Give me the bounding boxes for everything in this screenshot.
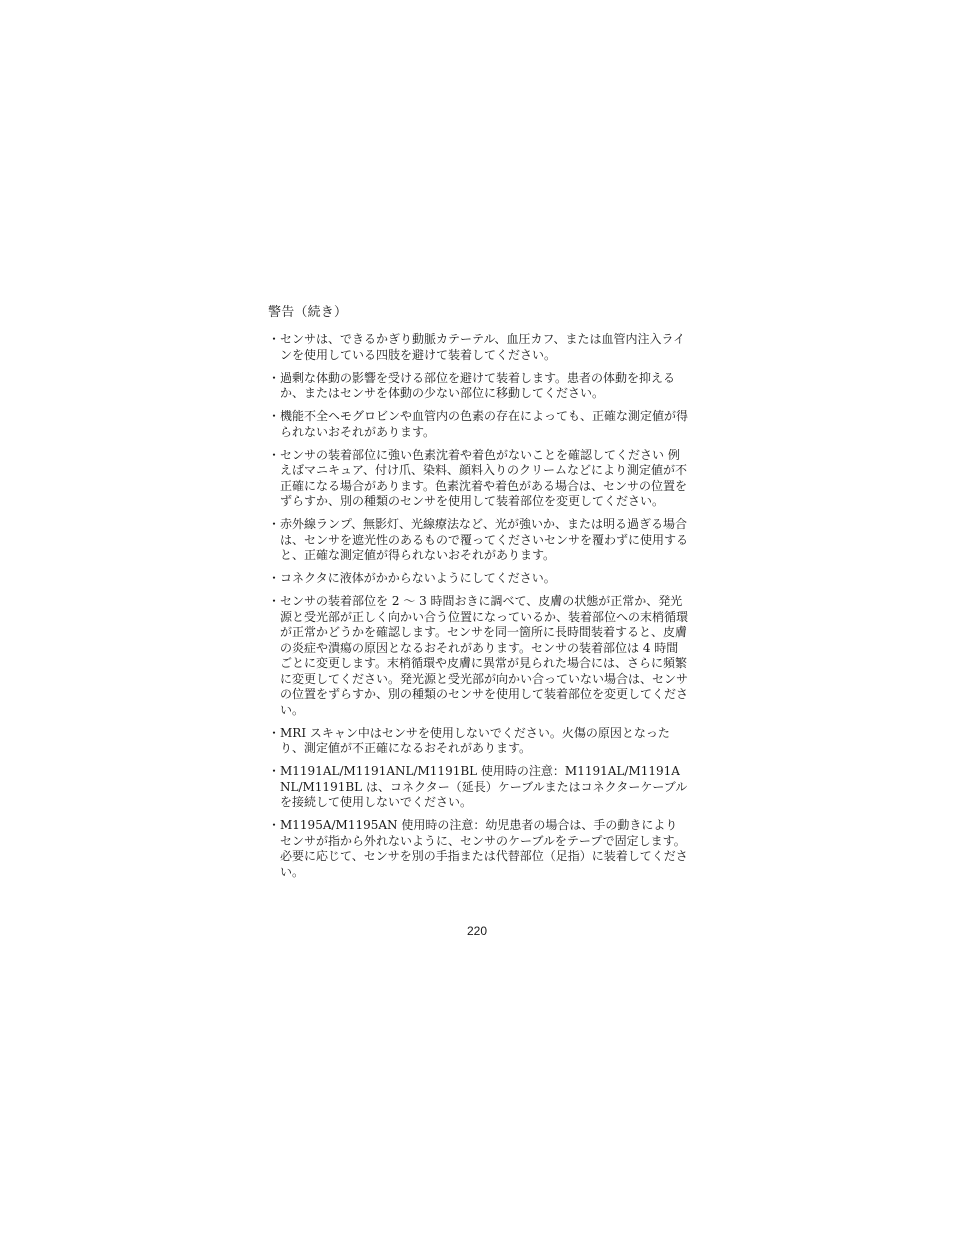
warning-text: 赤外線ランプ、無影灯、光線療法など、光が強いか、または明る過ぎる場合は、センサを遮光性のあるもので覆ってくださいセンサを覆わずに使用すると、正確な測定値が得られないおそれがあります。 (280, 517, 689, 562)
warning-item (268, 371, 688, 402)
bullet-icon: ・ (268, 818, 281, 832)
warning-text: MRI スキャン中はセンサを使用しないでください。火傷の原因となったり、測定値が不正確になるおそれがあります。 (280, 725, 670, 755)
warning-text: センサの装着部位を 2 〜 3 時間おきに調べて、皮膚の状態が正常か、発光源と受光部が正しく向かい合う位置になっているか、装着部位への末梢循環が正常かどうかを確認します。センサを同一箇所に長時間装着すると、皮膚の炎症や潰瘍の原因となるおそれがあります。センサの装着部位は 4 時間ごとに変更します。末梢循環や皮膚に異常が見られた場合には、さらに頻繁に変更してください。発光源と受光部が向かい合っていない場合は、センサの位置をずらすか、別の種類のセンサを使用して装着部位を変更してください。 (280, 594, 689, 717)
section-heading: 警告（続き） (268, 305, 348, 320)
bullet-icon: ・ (268, 517, 281, 531)
warning-list (268, 332, 688, 880)
page-number: 220 (466, 924, 488, 938)
warning-text: センサは、できるかぎり動脈カテーテル、血圧カフ、または血管内注入ラインを使用している四肢を避けて装着してください。 (280, 332, 686, 362)
warning-item (268, 726, 688, 757)
warning-item (268, 409, 688, 440)
warning-text: M1195A/M1195AN 使用時の注意：幼児患者の場合は、手の動きによりセンサが指から外れないように、センサのケーブルをテープで固定します。必要に応じて、センサを別の手指または代替部位（足指）に装着してください。 (280, 818, 688, 879)
bullet-icon: ・ (268, 764, 281, 778)
warning-text: コネクタに液体がかからないようにしてください。 (280, 571, 556, 585)
warning-item (268, 448, 688, 510)
warning-text: M1191AL/M1191ANL/M1191BL 使用時の注意：M1191AL/M1191ANL/M1191BL は、コネクター（延長）ケーブルまたはコネクターケーブルを接続して使用しないでください。 (280, 764, 688, 809)
warning-text: 過剰な体動の影響を受ける部位を避けて装着します。患者の体動を抑えるか、またはセンサを体動の少ない部位に移動してください。 (280, 370, 676, 400)
bullet-icon: ・ (268, 725, 281, 740)
bullet-icon: ・ (268, 409, 281, 423)
bullet-icon: ・ (268, 332, 281, 346)
warning-text: センサの装着部位に強い色素沈着や着色がないことを確認してください 例えばマニキュア、付け爪、染料、顔料入りのクリームなどにより測定値が不正確になる場合があります。色素沈着や着色がある場合は、センサの位置をずらすか、別の種類のセンサを使用して装着部位を変更してください。 (280, 447, 688, 508)
bullet-icon: ・ (268, 370, 281, 385)
warning-item (268, 764, 688, 811)
warning-item (268, 594, 688, 718)
warnings-section (268, 304, 688, 888)
warning-item (268, 517, 688, 564)
bullet-icon: ・ (268, 594, 281, 608)
bullet-icon: ・ (268, 571, 281, 585)
warning-item (268, 571, 688, 587)
bullet-icon: ・ (268, 447, 281, 462)
warning-item (268, 332, 688, 363)
warning-text: 機能不全ヘモグロビンや血管内の色素の存在によっても、正確な測定値が得られないおそれがあります。 (280, 409, 689, 439)
warning-item (268, 818, 688, 880)
